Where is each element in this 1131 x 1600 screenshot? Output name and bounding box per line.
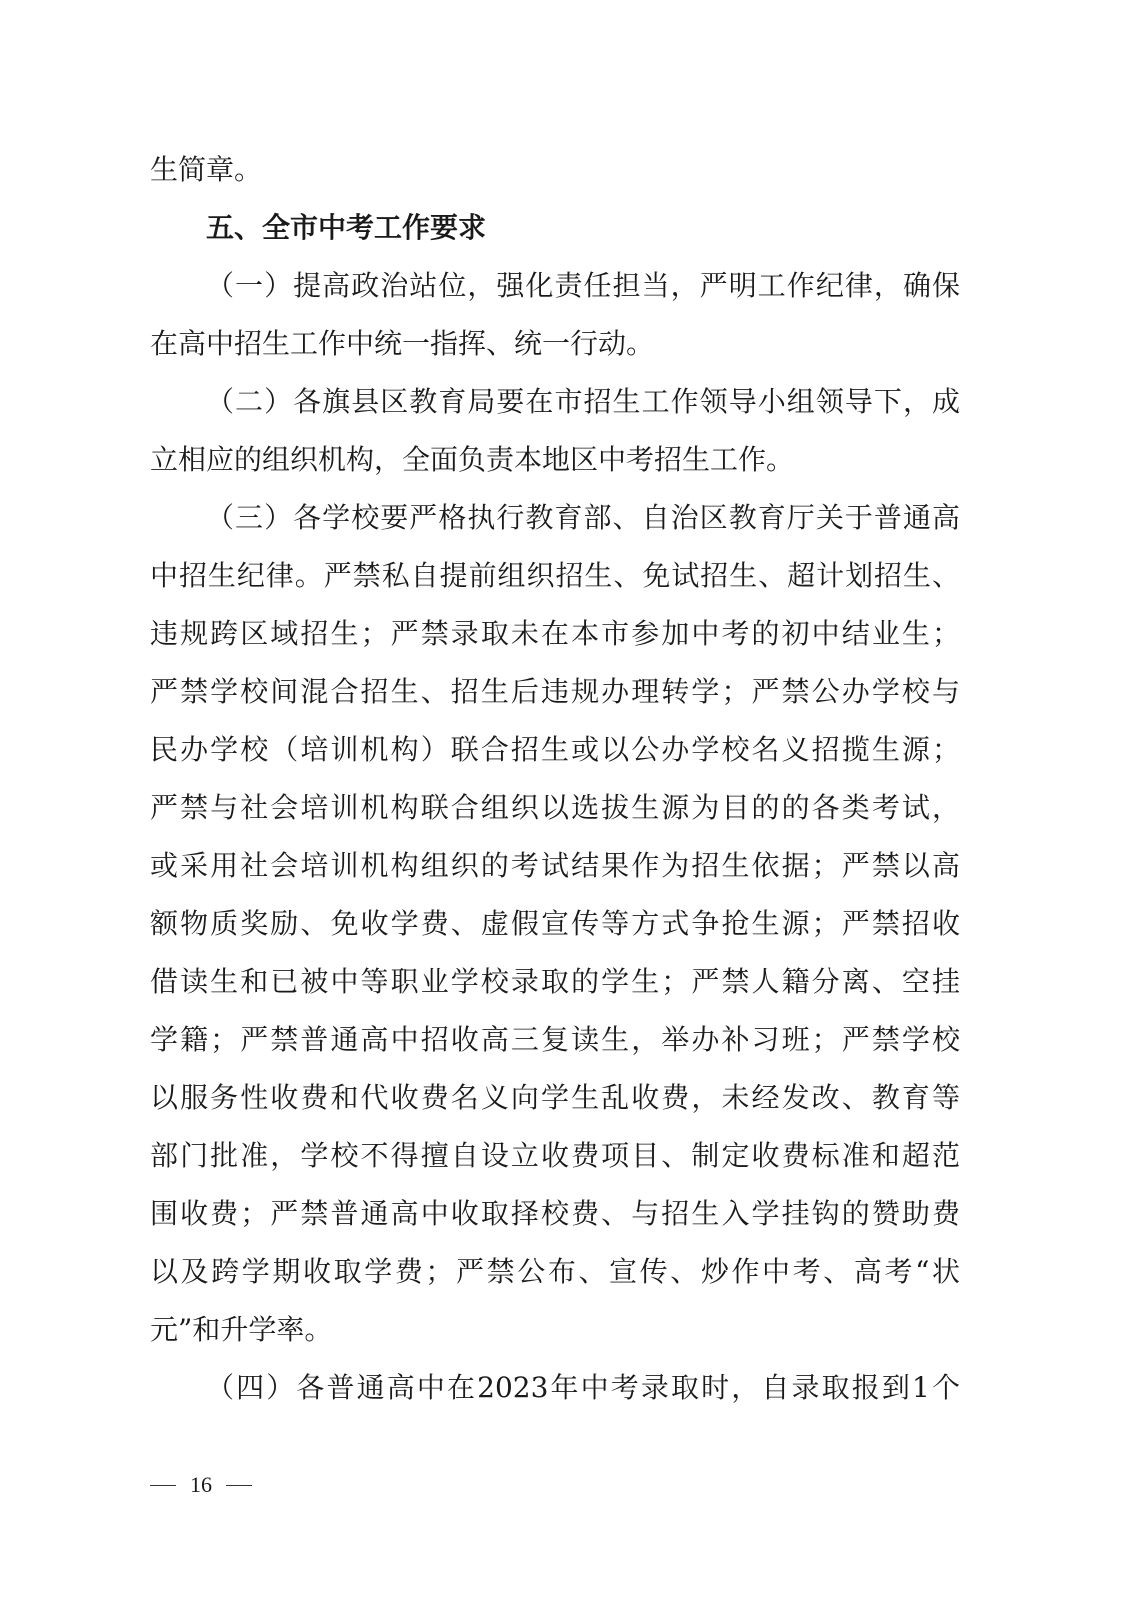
paragraph-line: 以服务性收费和代收费名义向学生乱收费，未经发改、教育等 xyxy=(150,1081,960,1114)
paragraph-line: 严禁与社会培训机构联合组织以选拔生源为目的的各类考试， xyxy=(150,791,960,824)
footer-dash-left xyxy=(150,1485,176,1486)
paragraph-line: 生简章。 xyxy=(150,153,263,186)
paragraph-line: 部门批准，学校不得擅自设立收费项目、制定收费标准和超范 xyxy=(150,1139,960,1172)
paragraph-line: 或采用社会培训机构组织的考试结果作为招生依据；严禁以高 xyxy=(150,849,960,882)
paragraph-line: 严禁学校间混合招生、招生后违规办理转学；严禁公办学校与 xyxy=(150,675,960,708)
paragraph-line: （三）各学校要严格执行教育部、自治区教育厅关于普通高 xyxy=(206,501,960,534)
paragraph-line: 额物质奖励、免收学费、虚假宣传等方式争抢生源；严禁招收 xyxy=(150,907,960,940)
paragraph-line: （四）各普通高中在2023年中考录取时，自录取报到1个 xyxy=(206,1371,960,1404)
paragraph-line: 违规跨区域招生；严禁录取未在本市参加中考的初中结业生； xyxy=(150,617,960,650)
paragraph-line: 学籍；严禁普通高中招收高三复读生，举办补习班；严禁学校 xyxy=(150,1023,960,1056)
paragraph-line: 元”和升学率。 xyxy=(150,1313,333,1346)
paragraph-line: 借读生和已被中等职业学校录取的学生；严禁人籍分离、空挂 xyxy=(150,965,960,998)
paragraph-line: 围收费；严禁普通高中收取择校费、与招生入学挂钩的赞助费 xyxy=(150,1197,960,1230)
footer-dash-right xyxy=(226,1485,252,1486)
page-number: 16 xyxy=(190,1472,212,1497)
paragraph-line: （一）提高政治站位，强化责任担当，严明工作纪律，确保 xyxy=(206,269,960,302)
paragraph-line: （二）各旗县区教育局要在市招生工作领导小组领导下，成 xyxy=(206,385,960,418)
paragraph-line: 以及跨学期收取学费；严禁公布、宣传、炒作中考、高考“状 xyxy=(150,1255,960,1288)
page-footer xyxy=(150,1470,266,1500)
paragraph-line: 民办学校（培训机构）联合招生或以公办学校名义招揽生源； xyxy=(150,733,960,766)
paragraph-line: 立相应的组织机构，全面负责本地区中考招生工作。 xyxy=(150,443,795,476)
section-heading: 五、全市中考工作要求 xyxy=(206,211,487,244)
paragraph-line: 在高中招生工作中统一指挥、统一行动。 xyxy=(150,327,655,360)
paragraph-line: 中招生纪律。严禁私自提前组织招生、免试招生、超计划招生、 xyxy=(150,559,960,592)
